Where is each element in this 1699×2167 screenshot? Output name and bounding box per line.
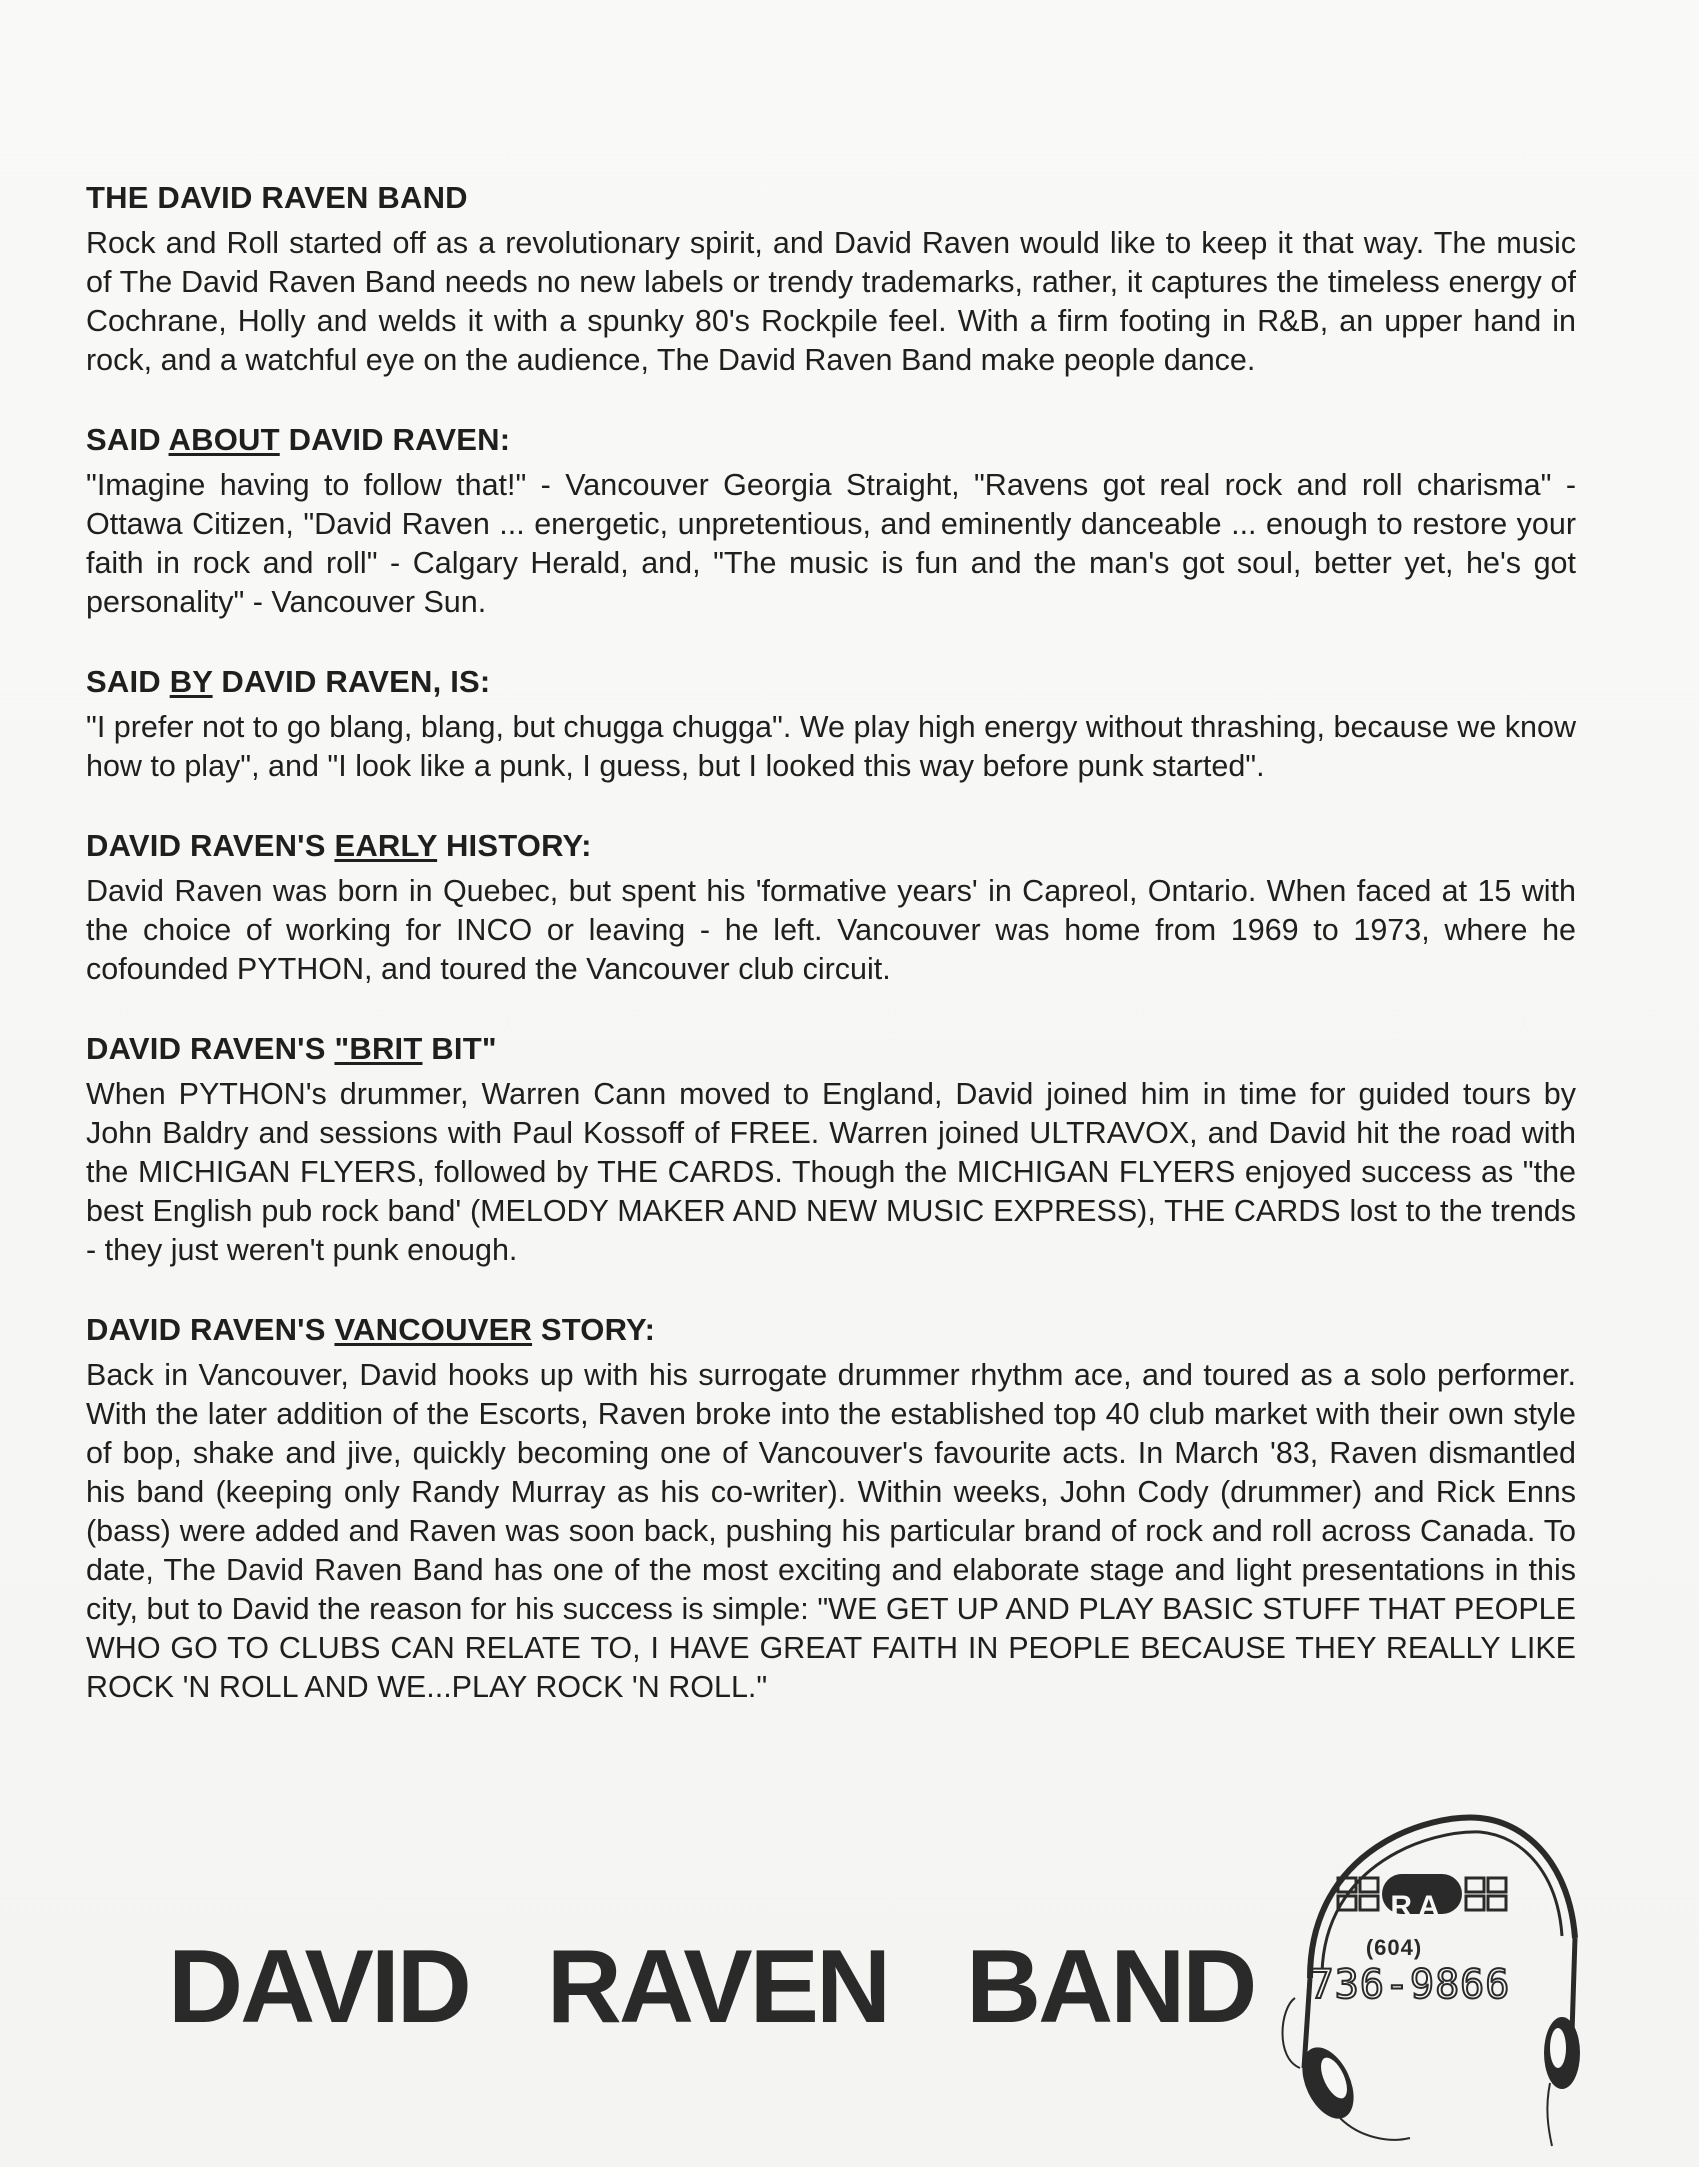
section-body: Rock and Roll started off as a revolutionary spirit, and David Raven would like to keep it that way. The music of The David Raven Band needs no new labels or trendy trademarks, rather, it captures the timeless energy of Cochrane, Holly and welds it with a spunky 80's Rockpile feel. With a firm footing in R&B, an upper hand in rock, and a watchful eye on the audience, The David Raven Band make people dance.	[86, 226, 1576, 377]
section-heading: THE DAVID RAVEN BAND	[86, 180, 468, 215]
section-heading: SAID BY DAVID RAVEN, IS:	[86, 664, 491, 699]
section-said-about	[86, 420, 1576, 622]
section-brit-bit	[86, 1029, 1576, 1270]
document-body	[86, 178, 1576, 1747]
section-heading: DAVID RAVEN'S VANCOUVER STORY:	[86, 1312, 656, 1347]
section-body: "Imagine having to follow that!" - Vancouver Georgia Straight, "Ravens got real rock and roll charisma" - Ottawa Citizen, "David Raven ... energetic, unpretentious, and eminently danceable ... enough to restore your faith in rock and roll" - Calgary Herald, and, "The music is fun and the man's got soul, better yet, he's got personality" - Vancouver Sun.	[86, 468, 1576, 619]
band-name-title: DAVID RAVEN BAND	[168, 1929, 1255, 2045]
section-vancouver-story	[86, 1310, 1576, 1707]
section-said-by	[86, 662, 1576, 786]
section-heading: DAVID RAVEN'S EARLY HISTORY:	[86, 828, 592, 863]
phone-number: 736-9866	[1309, 1962, 1511, 2008]
section-intro	[86, 178, 1576, 380]
phone-area-code: (604)	[1365, 1935, 1423, 1960]
logo-letters: RA	[1390, 1890, 1446, 1923]
section-body: David Raven was born in Quebec, but spent his 'formative years' in Capreol, Ontario. When faced at 15 with the choice of working for INCO or leaving - he left. Vancouver was home from 1969 to 1973, where he cofounded PYTHON, and toured the Vancouver club circuit.	[86, 874, 1576, 986]
section-heading: SAID ABOUT DAVID RAVEN:	[86, 422, 511, 457]
section-body: "I prefer not to go blang, blang, but chugga chugga". We play high energy without thrashing, because we know how to play", and "I look like a punk, I guess, but I looked this way before punk started".	[86, 710, 1576, 783]
section-early-history	[86, 826, 1576, 989]
section-body: When PYTHON's drummer, Warren Cann moved to England, David joined him in time for guided tours by John Baldry and sessions with Paul Kossoff of FREE. Warren joined ULTRAVOX, and David hit the road with the MICHIGAN FLYERS, followed by THE CARDS. Though the MICHIGAN FLYERS enjoyed success as "the best English pub rock band' (MELODY MAKER AND NEW MUSIC EXPRESS), THE CARDS lost to the trends - they just weren't punk enough.	[86, 1077, 1576, 1267]
section-body: Back in Vancouver, David hooks up with his surrogate drummer rhythm ace, and toured as a solo performer. With the later addition of the Escorts, Raven broke into the established top 40 club market with their own style of bop, shake and jive, quickly becoming one of Vancouver's favourite acts. In March '83, Raven dismantled his band (keeping only Randy Murray as his co-writer). Within weeks, John Cody (drummer) and Rick Enns (bass) were added and Raven was soon back, pushing his particular brand of rock and roll across Canada. To date, The David Raven Band has one of the most exciting and elaborate stage and light presentations in this city, but to David the reason for his success is simple: "WE GET UP AND PLAY BASIC STUFF THAT PEOPLE WHO GO TO CLUBS CAN RELATE TO, I HAVE GREAT FAITH IN PEOPLE BECAUSE THEY REALLY LIKE ROCK 'N ROLL AND WE...PLAY ROCK 'N ROLL."	[86, 1358, 1576, 1704]
section-heading: DAVID RAVEN'S "BRIT BIT"	[86, 1031, 497, 1066]
